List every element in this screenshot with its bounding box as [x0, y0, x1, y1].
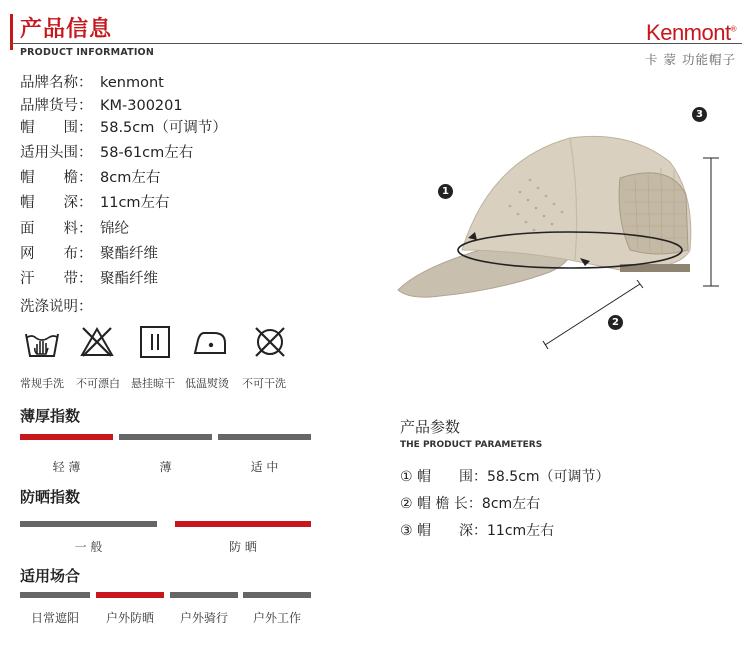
- thickness-option: 适 中: [250, 460, 279, 474]
- usage-option: 户外工作: [252, 611, 301, 625]
- usage-option: 户外防晒: [105, 611, 154, 625]
- brim-length-line: [545, 284, 640, 345]
- parameters-subtitle: THE PRODUCT PARAMETERS: [400, 440, 543, 450]
- low-iron-icon: [192, 324, 228, 360]
- section-title: 产品信息: [20, 17, 113, 42]
- usage-option: 户外骑行: [179, 611, 228, 625]
- hand-wash-icon: [24, 324, 60, 360]
- sun-protection-bar-selected: [175, 521, 311, 527]
- spec-row: 面 料： 锦纶: [20, 221, 129, 237]
- no-bleach-icon: [79, 324, 115, 360]
- parameter-row: ① 帽 围：58.5cm（可调节）: [400, 469, 610, 485]
- cap-mesh-panel: [619, 173, 688, 254]
- sun-protection-title: 防晒指数: [20, 488, 81, 506]
- diagram-marker-1: 1: [438, 184, 453, 199]
- diagram-marker-2: 2: [608, 315, 623, 330]
- parameter-row: ③ 帽 深：11cm左右: [400, 523, 555, 539]
- thickness-bar: [119, 434, 212, 440]
- usage-bar: [243, 592, 311, 598]
- cap-diagram: [380, 100, 730, 360]
- sun-protection-bar: [20, 521, 157, 527]
- thickness-title: 薄厚指数: [20, 407, 81, 425]
- spec-row: 帽 檐： 8cm左右: [20, 170, 161, 186]
- thickness-option: 薄: [159, 460, 172, 474]
- brand-logo: Kenmont®: [646, 20, 736, 45]
- care-label: 不可漂白: [76, 377, 120, 390]
- parameters-title: 产品参数: [400, 418, 461, 436]
- care-title: 洗涤说明：: [20, 299, 93, 315]
- care-label: 低温熨烫: [185, 377, 229, 390]
- no-dry-clean-icon: [252, 324, 288, 360]
- spec-row: 帽 围： 58.5cm（可调节）: [20, 120, 227, 136]
- header-divider: [10, 43, 742, 44]
- usage-bar: [20, 592, 90, 598]
- thickness-option: 轻 薄: [52, 460, 81, 474]
- sun-protection-option: 防 晒: [229, 540, 257, 554]
- usage-bar-selected: [96, 592, 164, 598]
- care-label: 常规手洗: [20, 377, 64, 390]
- section-subtitle: PRODUCT INFORMATION: [20, 47, 154, 58]
- spec-row: 品牌名称： kenmont: [20, 75, 164, 91]
- usage-option: 日常遮阳: [30, 611, 79, 625]
- thickness-bar-selected: [20, 434, 113, 440]
- sun-protection-option: 一 般: [74, 540, 103, 554]
- spec-row: 适用头围： 58-61cm左右: [20, 145, 194, 161]
- diagram-marker-3: 3: [692, 107, 707, 122]
- brand-tagline: 卡 蒙 功能帽子: [645, 52, 736, 67]
- usage-bar: [170, 592, 238, 598]
- spec-row: 网 布： 聚酯纤维: [20, 246, 158, 262]
- parameter-row: ② 帽 檐 长：8cm左右: [400, 496, 541, 512]
- header-accent-bar: [10, 14, 13, 50]
- spec-row: 品牌货号： KM-300201: [20, 98, 183, 114]
- care-label: 不可干洗: [242, 377, 286, 390]
- spec-row: 汗 带： 聚酯纤维: [20, 271, 158, 287]
- hang-dry-icon: [137, 324, 173, 360]
- usage-title: 适用场合: [20, 567, 81, 585]
- spec-row: 帽 深： 11cm左右: [20, 195, 170, 211]
- thickness-bar: [218, 434, 311, 440]
- care-label: 悬挂晾干: [131, 377, 175, 390]
